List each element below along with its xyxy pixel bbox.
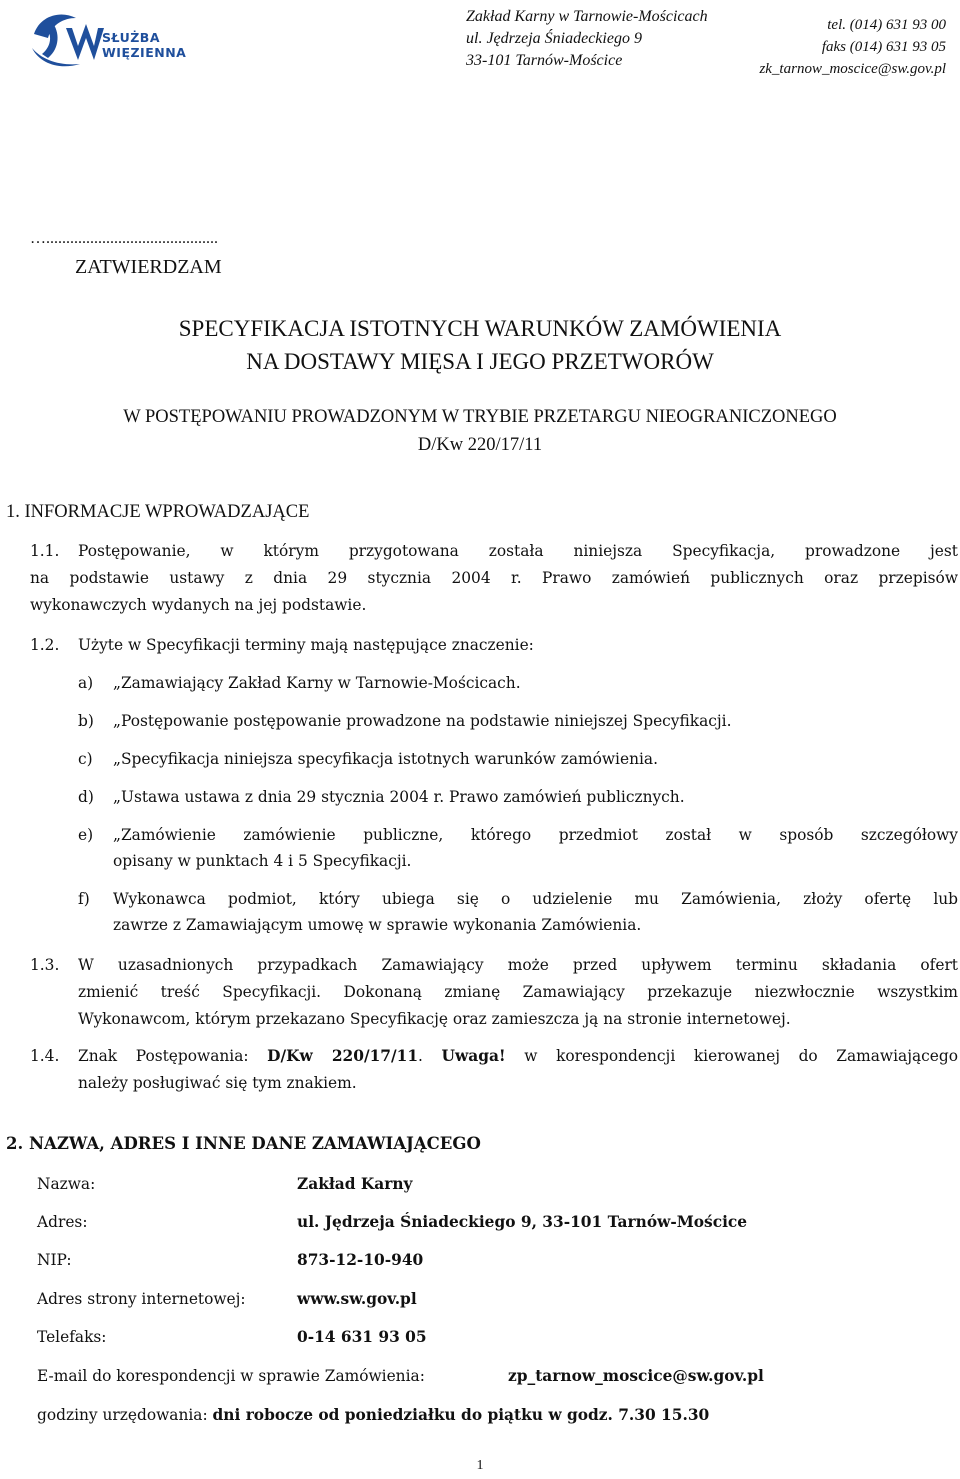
procedure-code-inline: D/Kw 220/17/11: [267, 1047, 419, 1065]
paragraph-text: Znak Postępowania:: [78, 1047, 268, 1065]
definition-item: „Postępowanie postępowanie prowadzone na podstawie niniejszej Specyfikacji.: [113, 712, 732, 730]
field-value: zp_tarnow_moscice@sw.gov.pl: [508, 1367, 764, 1385]
paragraph-line: [78, 1043, 958, 1070]
section-heading: 1. INFORMACJE WPROWADZAJĄCE: [6, 502, 310, 522]
field-label: Adres:: [37, 1213, 88, 1231]
logo-text-line: WIĘZIENNA: [102, 45, 187, 60]
paragraph-line: zmienić treść Specyfikacji. Dokonaną zmianę Zamawiający przekazuje niezwłocznie wszystkim: [78, 983, 958, 1001]
fax-number: faks (014) 631 93 05: [821, 39, 946, 55]
institution-contact: [759, 14, 946, 80]
document-title-line: SPECYFIKACJA ISTOTNYCH WARUNKÓW ZAMÓWIENIA: [178, 316, 782, 341]
field-value: www.sw.gov.pl: [297, 1290, 417, 1308]
institution-address: [466, 6, 708, 72]
list-item-label: a): [78, 674, 94, 692]
paragraph-number: 1.2.: [30, 636, 60, 654]
field-value: 0-14 631 93 05: [297, 1328, 427, 1346]
paragraph-line: W uzasadnionych przypadkach Zamawiający może przed upływem terminu składania ofert: [78, 956, 958, 974]
definition-item-continued: zawrze z Zamawiającym umowę w sprawie wykonania Zamówienia.: [113, 916, 642, 934]
institution-city: 33-101 Tarnów-Mościce: [466, 52, 623, 69]
field-value: dni robocze od poniedziałku do piątku w godz. 7.30 15.30: [212, 1406, 710, 1424]
warning-label: Uwaga!: [441, 1047, 506, 1065]
field-label: Telefaks:: [37, 1328, 107, 1346]
paragraph-line: wykonawczych wydanych na jej podstawie.: [30, 596, 367, 614]
procedure-subtitle: W POSTĘPOWANIU PROWADZONYM W TRYBIE PRZETARGU NIEOGRANICZONEGO: [123, 407, 837, 427]
field-label: godziny urzędowania:: [37, 1406, 213, 1424]
paragraph-line: na podstawie ustawy z dnia 29 stycznia 2004 r. Prawo zamówień publicznych oraz przepisów: [30, 569, 958, 587]
field-label: NIP:: [37, 1251, 72, 1269]
signature-dots: …...........................................: [30, 230, 218, 247]
paragraph-1-4: [0, 1043, 960, 1099]
definition-item: „Zamawiający Zakład Karny w Tarnowie-Mościcach.: [113, 674, 521, 692]
definition-item-continued: opisany w punktach 4 i 5 Specyfikacji.: [113, 852, 412, 870]
field-value: Zakład Karny: [297, 1175, 413, 1193]
email-address: zk_tarnow_moscice@sw.gov.pl: [759, 61, 946, 77]
field-label: Nazwa:: [37, 1175, 96, 1193]
paragraph-number: 1.3.: [30, 956, 60, 974]
paragraph-line: Wykonawcom, którym przekazano Specyfikację oraz zamieszcza ją na stronie internetowej.: [78, 1010, 791, 1028]
list-item-label: e): [78, 826, 94, 844]
field-label: Adres strony internetowej:: [37, 1290, 246, 1308]
definition-item: „Ustawa ustawa z dnia 29 stycznia 2004 r. Prawo zamówień publicznych.: [113, 788, 685, 806]
phone-number: tel. (014) 631 93 00: [827, 17, 946, 33]
list-item-label: d): [78, 788, 94, 806]
sluzba-wiezienna-logo: [30, 8, 190, 74]
office-hours: [37, 1406, 709, 1424]
definition-item: Wykonawca podmiot, który ubiega się o udzielenie mu Zamówienia, złoży ofertę lub: [113, 890, 958, 908]
document-title-line: NA DOSTAWY MIĘSA I JEGO PRZETWORÓW: [246, 349, 714, 374]
field-value: ul. Jędrzeja Śniadeckiego 9, 33-101 Tarnów-Mościce: [297, 1213, 748, 1231]
section-heading: 2. NAZWA, ADRES I INNE DANE ZAMAWIAJĄCEGO: [6, 1134, 481, 1153]
institution-street: ul. Jędrzeja Śniadeckiego 9: [466, 30, 642, 47]
list-item-label: b): [78, 712, 94, 730]
paragraph-text: w korespondencji kierowanej do Zamawiającego: [505, 1047, 958, 1065]
paragraph-text: .: [418, 1047, 442, 1065]
paragraph-number: 1.4.: [30, 1047, 60, 1065]
paragraph-1-2: [0, 632, 960, 932]
paragraph-line: Użyte w Specyfikacji terminy mają następujące znaczenie:: [78, 636, 534, 654]
approval-label: ZATWIERDZAM: [75, 256, 222, 278]
paragraph-line: należy posługiwać się tym znakiem.: [78, 1074, 357, 1092]
institution-name: Zakład Karny w Tarnowie-Mościcach: [466, 8, 708, 25]
paragraph-number: 1.1.: [30, 542, 60, 560]
list-item-label: f): [78, 890, 90, 908]
definition-item: „Specyfikacja niniejsza specyfikacja istotnych warunków zamówienia.: [113, 750, 658, 768]
field-label: E-mail do korespondencji w sprawie Zamówienia:: [37, 1367, 425, 1385]
definition-item: „Zamówienie zamówienie publiczne, którego przedmiot został w sposób szczegółowy: [113, 826, 958, 844]
procedure-code: D/Kw 220/17/11: [417, 435, 543, 455]
paragraph-1-1: [0, 538, 960, 618]
paragraph-1-3: [0, 952, 960, 1036]
list-item-label: c): [78, 750, 93, 768]
logo-text-line: SŁUŻBA: [102, 30, 160, 45]
paragraph-line: Postępowanie, w którym przygotowana została niniejsza Specyfikacja, prowadzone jest: [78, 542, 958, 560]
page-number: 1: [476, 1458, 484, 1473]
field-value: 873-12-10-940: [297, 1251, 424, 1269]
